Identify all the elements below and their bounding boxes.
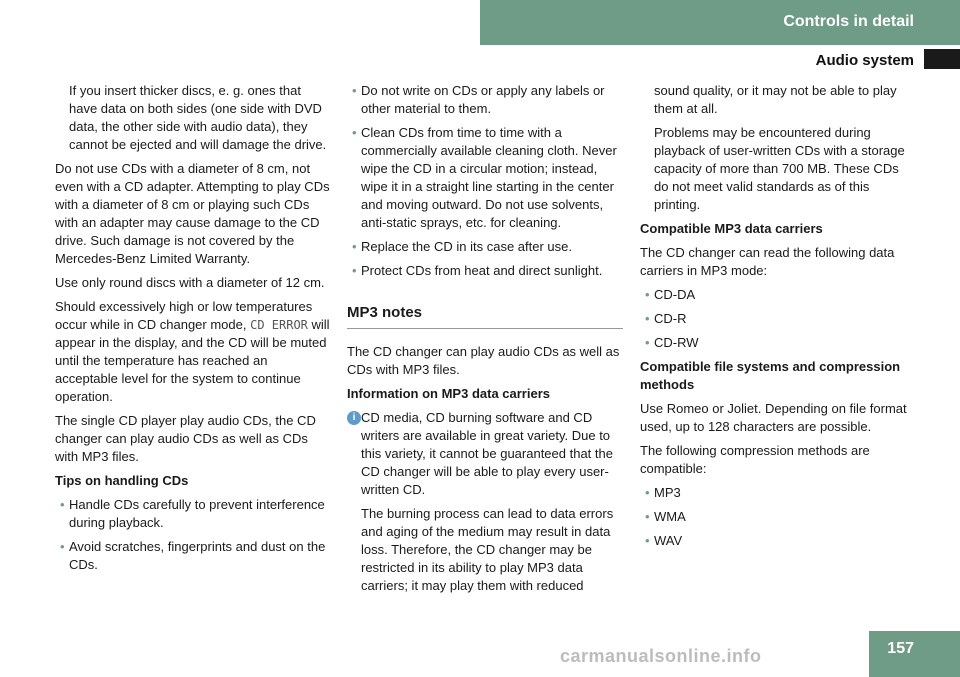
list-item: • MP3 (640, 484, 916, 502)
list-item: • WAV (640, 532, 916, 550)
header-section-tab (480, 0, 960, 45)
info-paragraph-2: The burning process can lead to data errors and aging of the medium may result in data loss. Therefore, the CD changer may be restricted in its ability to play MP3 data carriers; it may play them with reduced (361, 506, 614, 593)
compatible-carriers-heading: Compatible MP3 data carriers (640, 221, 823, 236)
column-left (55, 82, 331, 580)
list-item: • CD-RW (640, 334, 916, 352)
list-item: • Replace the CD in its case after use. (347, 238, 623, 256)
temperature-text-2: will appear in the display, and the CD will be muted until the temperature has reached an acceptable level for the system to continue operation. (55, 317, 330, 404)
section-title-mp3: MP3 notes (347, 304, 623, 329)
list-item: • Handle CDs carefully to prevent interference during playback. (55, 496, 331, 532)
column-middle (347, 82, 623, 601)
tips-heading: Tips on handling CDs (55, 473, 189, 488)
list-item: • CD-R (640, 310, 916, 328)
info-heading: Information on MP3 data carriers (347, 386, 550, 401)
paragraph-compression: The following compression methods are compatible: (640, 443, 870, 476)
paragraph-carriers: The CD changer can read the following data carriers in MP3 mode: (640, 245, 895, 278)
paragraph-mp3-intro: The CD changer can play audio CDs as well as CDs with MP3 files. (347, 344, 620, 377)
list-item: • Avoid scratches, fingerprints and dust on the CDs. (55, 538, 331, 574)
temperature-text-1: Should excessively high or low temperatures occur while in CD changer mode, (55, 299, 313, 332)
list-item: • Protect CDs from heat and direct sunlight. (347, 262, 623, 280)
watermark: carmanualsonline.info (560, 646, 762, 666)
header-subsection-title: Audio system (815, 52, 914, 69)
page-number: 157 (869, 631, 960, 677)
list-item: • CD-DA (640, 286, 916, 304)
list-item: • WMA (640, 508, 916, 526)
paragraph-file-systems: Use Romeo or Joliet. Depending on file format used, up to 128 characters are possible. (640, 401, 907, 434)
info-continued-2: Problems may be encountered during playback of user-written CDs with a storage capacity of more than 700 MB. These CDs do not meet valid standards as of this printing. (654, 125, 905, 212)
paragraph-temperature (55, 298, 331, 406)
header-section-title: Controls in detail (783, 13, 914, 30)
paragraph-8cm-cds: Do not use CDs with a diameter of 8 cm, not even with a CD adapter. Attempting to play CDs with a diameter of 8 cm or playing such CDs with an adapter may cause damage to the CD drive. Such damage is not covered by the Mercedes-Benz Limited Warranty. (55, 161, 330, 266)
paragraph-round-discs: Use only round discs with a diameter of 12 cm. (55, 275, 325, 290)
list-item: • Clean CDs from time to time with a commercially available cleaning cloth. Never wipe the CD in a circular motion; instead, wipe it in a straight line starting in the center and moving outward. Do not use solvents, anti-static sprays, etc. for cleaning. (347, 124, 623, 232)
file-systems-heading: Compatible file systems and compression methods (640, 359, 901, 392)
paragraph-thick-discs: If you insert thicker discs, e. g. ones that have data on both sides (one side with DVD data, the other side with audio data), they cannot be ejected and will damage the drive. (69, 83, 327, 152)
list-item: • Do not write on CDs or apply any labels or other material to them. (347, 82, 623, 118)
info-note (347, 409, 623, 595)
header-marker (924, 49, 960, 69)
info-paragraph-1: CD media, CD burning software and CD writers are available in great variety. Due to this variety, it cannot be guaranteed that the CD changer will be able to play every user-written CD. (361, 410, 613, 497)
cd-error-code: CD ERROR (250, 318, 308, 332)
paragraph-player-types: The single CD player play audio CDs, the CD changer can play audio CDs as well as CDs with MP3 files. (55, 413, 316, 464)
info-continued-1: sound quality, or it may not be able to play them at all. (654, 83, 897, 116)
info-icon: i (347, 411, 361, 425)
column-right (640, 82, 916, 556)
